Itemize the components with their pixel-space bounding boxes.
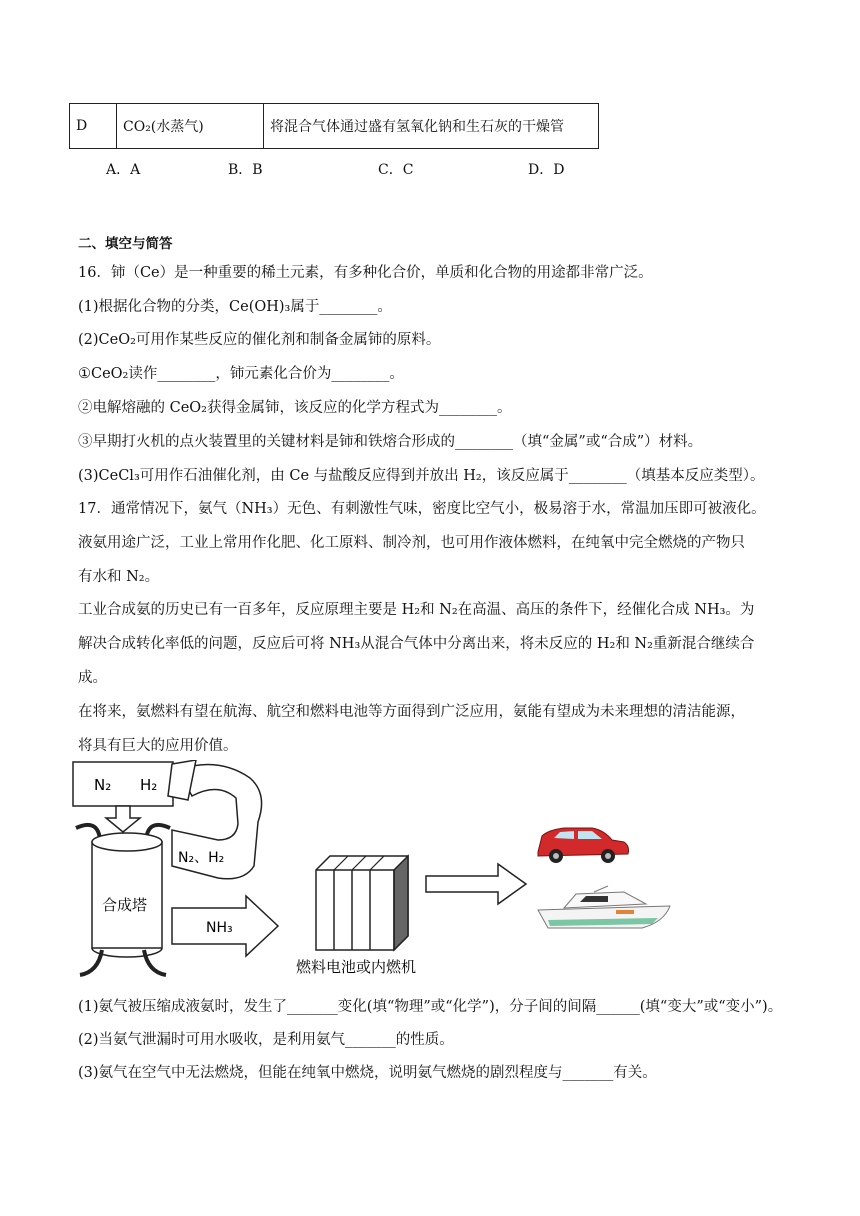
output-label: NH₃ <box>206 920 233 936</box>
section-heading: 二、填空与简答 <box>78 236 173 252</box>
q16-part3: (3)CeCl₃可用作石油催化剂，由 Ce 与盐酸反应得到并放出 H₂，该反应属于________（填基本反应类型）。 <box>78 468 765 484</box>
fuel-cell-label: 燃料电池或内燃机 <box>296 958 417 976</box>
q16-part2: (2)CeO₂可用作某些反应的催化剂和制备金属铈的原料。 <box>78 332 441 348</box>
down-arrow <box>106 806 140 832</box>
q16-stem: 16．铈（Ce）是一种重要的稀土元素，有多种化合价，单质和化合物的用途都非常广泛。 <box>78 265 653 281</box>
q17-line8: 将具有巨大的应用价值。 <box>78 738 238 754</box>
q17-part1: (1)氨气被压缩成液氨时，发生了_______变化(填“物理”或“化学”)，分子间的间隔______(填“变大”或“变小”)。 <box>78 999 783 1015</box>
q17-part3: (3)氨气在空气中无法燃烧，但能在纯氧中燃烧，说明氨气燃烧的剧烈程度与_______有关。 <box>78 1065 657 1081</box>
q17-line4: 工业合成氨的历史已有一百多年，反应原理主要是 H₂和 N₂在高温、高压的条件下，经催化合成 NH₃。为 <box>78 602 755 618</box>
q16-part2c: ③早期打火机的点火装置里的关键材料是铈和铁熔合形成的________（填“金属”或“合成”）材料。 <box>78 434 703 450</box>
table-cell-method: 将混合气体通过盛有氢氧化钠和生石灰的干燥管 <box>264 104 599 149</box>
input-n2-label: N₂ <box>94 776 112 794</box>
tower-label: 合成塔 <box>102 896 148 914</box>
q17-line1: 17．通常情况下，氨气（NH₃）无色、有刺激性气味，密度比空气小，极易溶于水，常温加压即可被液化。 <box>78 501 766 517</box>
q16-part1: (1)根据化合物的分类，Ce(OH)₃属于________。 <box>78 299 392 315</box>
q17-line7: 在将来，氨燃料有望在航海、航空和燃料电池等方面得到广泛应用，氨能有望成为未来理想的清洁能源， <box>78 704 745 720</box>
q16-part2a: ①CeO₂读作________，铈元素化合价为________。 <box>78 366 404 382</box>
recycle-label: N₂、H₂ <box>178 850 225 866</box>
q17-line2: 液氨用途广泛，工业上常用作化肥、化工原料、制冷剂，也可用作液体燃料，在纯氧中完全燃烧的产物只 <box>78 535 745 551</box>
input-gas-box <box>73 762 173 806</box>
table-cell-option: D <box>70 104 117 149</box>
q17-line5: 解决合成转化率低的问题，反应后可将 NH₃从混合气体中分离出来，将未反应的 H₂和 N₂重新混合继续合 <box>78 636 755 652</box>
car-icon <box>538 828 629 863</box>
q16-part2b: ②电解熔融的 CeO₂获得金属铈，该反应的化学方程式为________。 <box>78 400 512 416</box>
choice-d[interactable]: D．D <box>528 162 565 178</box>
boat-icon <box>538 886 670 928</box>
fuel-cell-side <box>394 856 408 950</box>
choice-c[interactable]: C．C <box>378 162 414 178</box>
table-cell-substance: CO₂(水蒸气) <box>117 104 264 149</box>
table-row <box>70 104 599 149</box>
ammonia-process-diagram <box>68 760 688 985</box>
q17-part2: (2)当氨气泄漏时可用水吸收，是利用氨气_______的性质。 <box>78 1032 454 1048</box>
synthesis-tower <box>92 842 162 948</box>
vehicle-arrow <box>426 864 526 904</box>
choice-b[interactable]: B．B <box>228 162 263 178</box>
q17-line3: 有水和 N₂。 <box>78 569 160 585</box>
input-h2-label: H₂ <box>140 776 158 794</box>
tower-top <box>92 833 162 851</box>
answer-options-table <box>69 103 599 149</box>
choice-a[interactable]: A．A <box>106 162 141 178</box>
q17-line6: 成。 <box>78 670 107 686</box>
